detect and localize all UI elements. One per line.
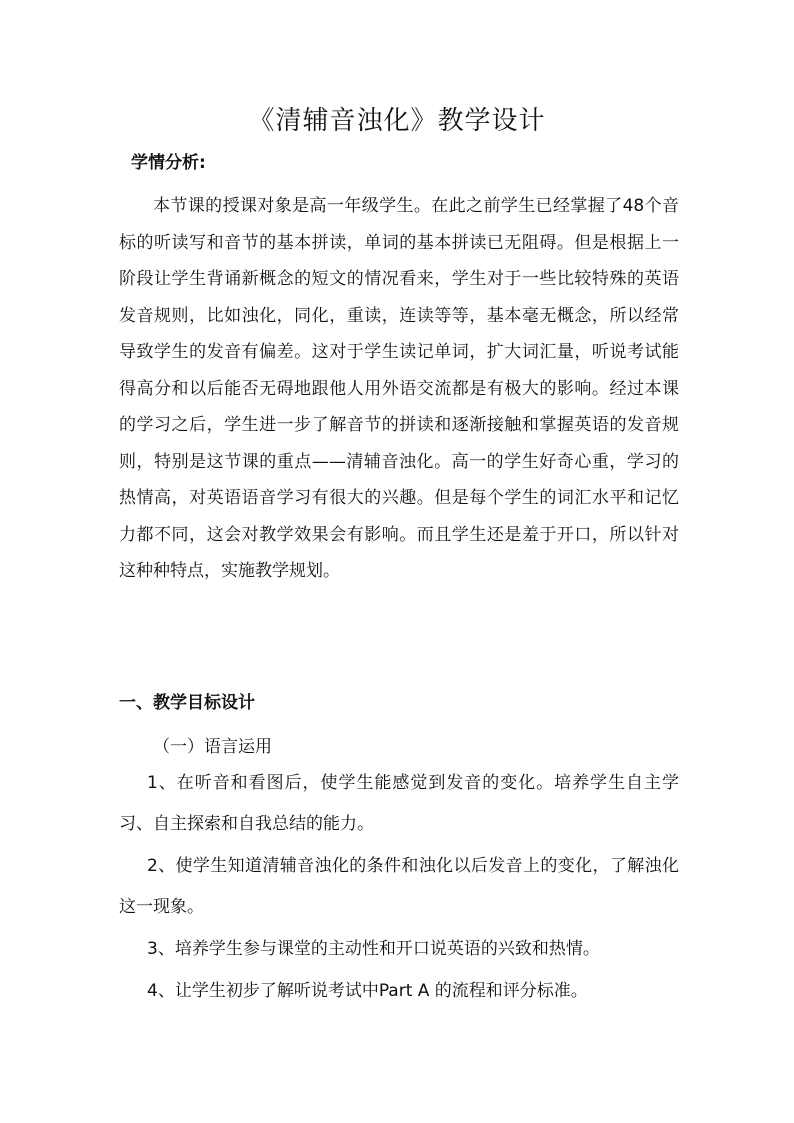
analysis-heading: 学情分析: (131, 153, 206, 173)
section-heading-teaching-goals: 一、教学目标设计 (119, 693, 255, 713)
subsection-heading-language-use: （一）语言运用 (153, 737, 272, 757)
analysis-paragraph: 本节课的授课对象是高一年级学生。在此之前学生已经掌握了48个音标的听读写和音节的基本拼读，单词的基本拼读已无阻碍。但是根据上一阶段让学生背诵新概念的短文的情况看来，学生对于一些比较特殊的英语发音规则，比如浊化，同化，重读，连读等等，基本毫无概念，所以经常导致学生的发音有偏差。这对于学生读记单词，扩大词汇量，听说考试能得高分和以后能否无碍地跟他人用外语交流都是有极大的影响。经过本课的学习之后，学生进一步了解音节的拼读和逐渐接触和掌握英语的发音规则，特别是这节课的重点——清辅音浊化。高一的学生好奇心重，学习的热情高，对英语语音学习有很大的兴趣。但是每个学生的词汇水平和记忆力都不同，这会对教学效果会有影响。而且学生还是羞于开口，所以针对这种种特点，实施教学规划。 (119, 196, 679, 581)
document-title: 《清辅音浊化》教学设计 (248, 106, 546, 136)
goal-item: 1、在听音和看图后，使学生能感觉到发音的变化。培养学生自主学习、自主探索和自我总结的能力。 (119, 773, 679, 834)
goal-item: 3、培养学生参与课堂的主动性和开口说英语的兴致和热情。 (147, 939, 600, 959)
goal-item: 2、使学生知道清辅音浊化的条件和浊化以后发音上的变化，了解浊化这一现象。 (119, 856, 679, 917)
goal-item: 4、让学生初步了解听说考试中Part A 的流程和评分标准。 (147, 981, 588, 1001)
